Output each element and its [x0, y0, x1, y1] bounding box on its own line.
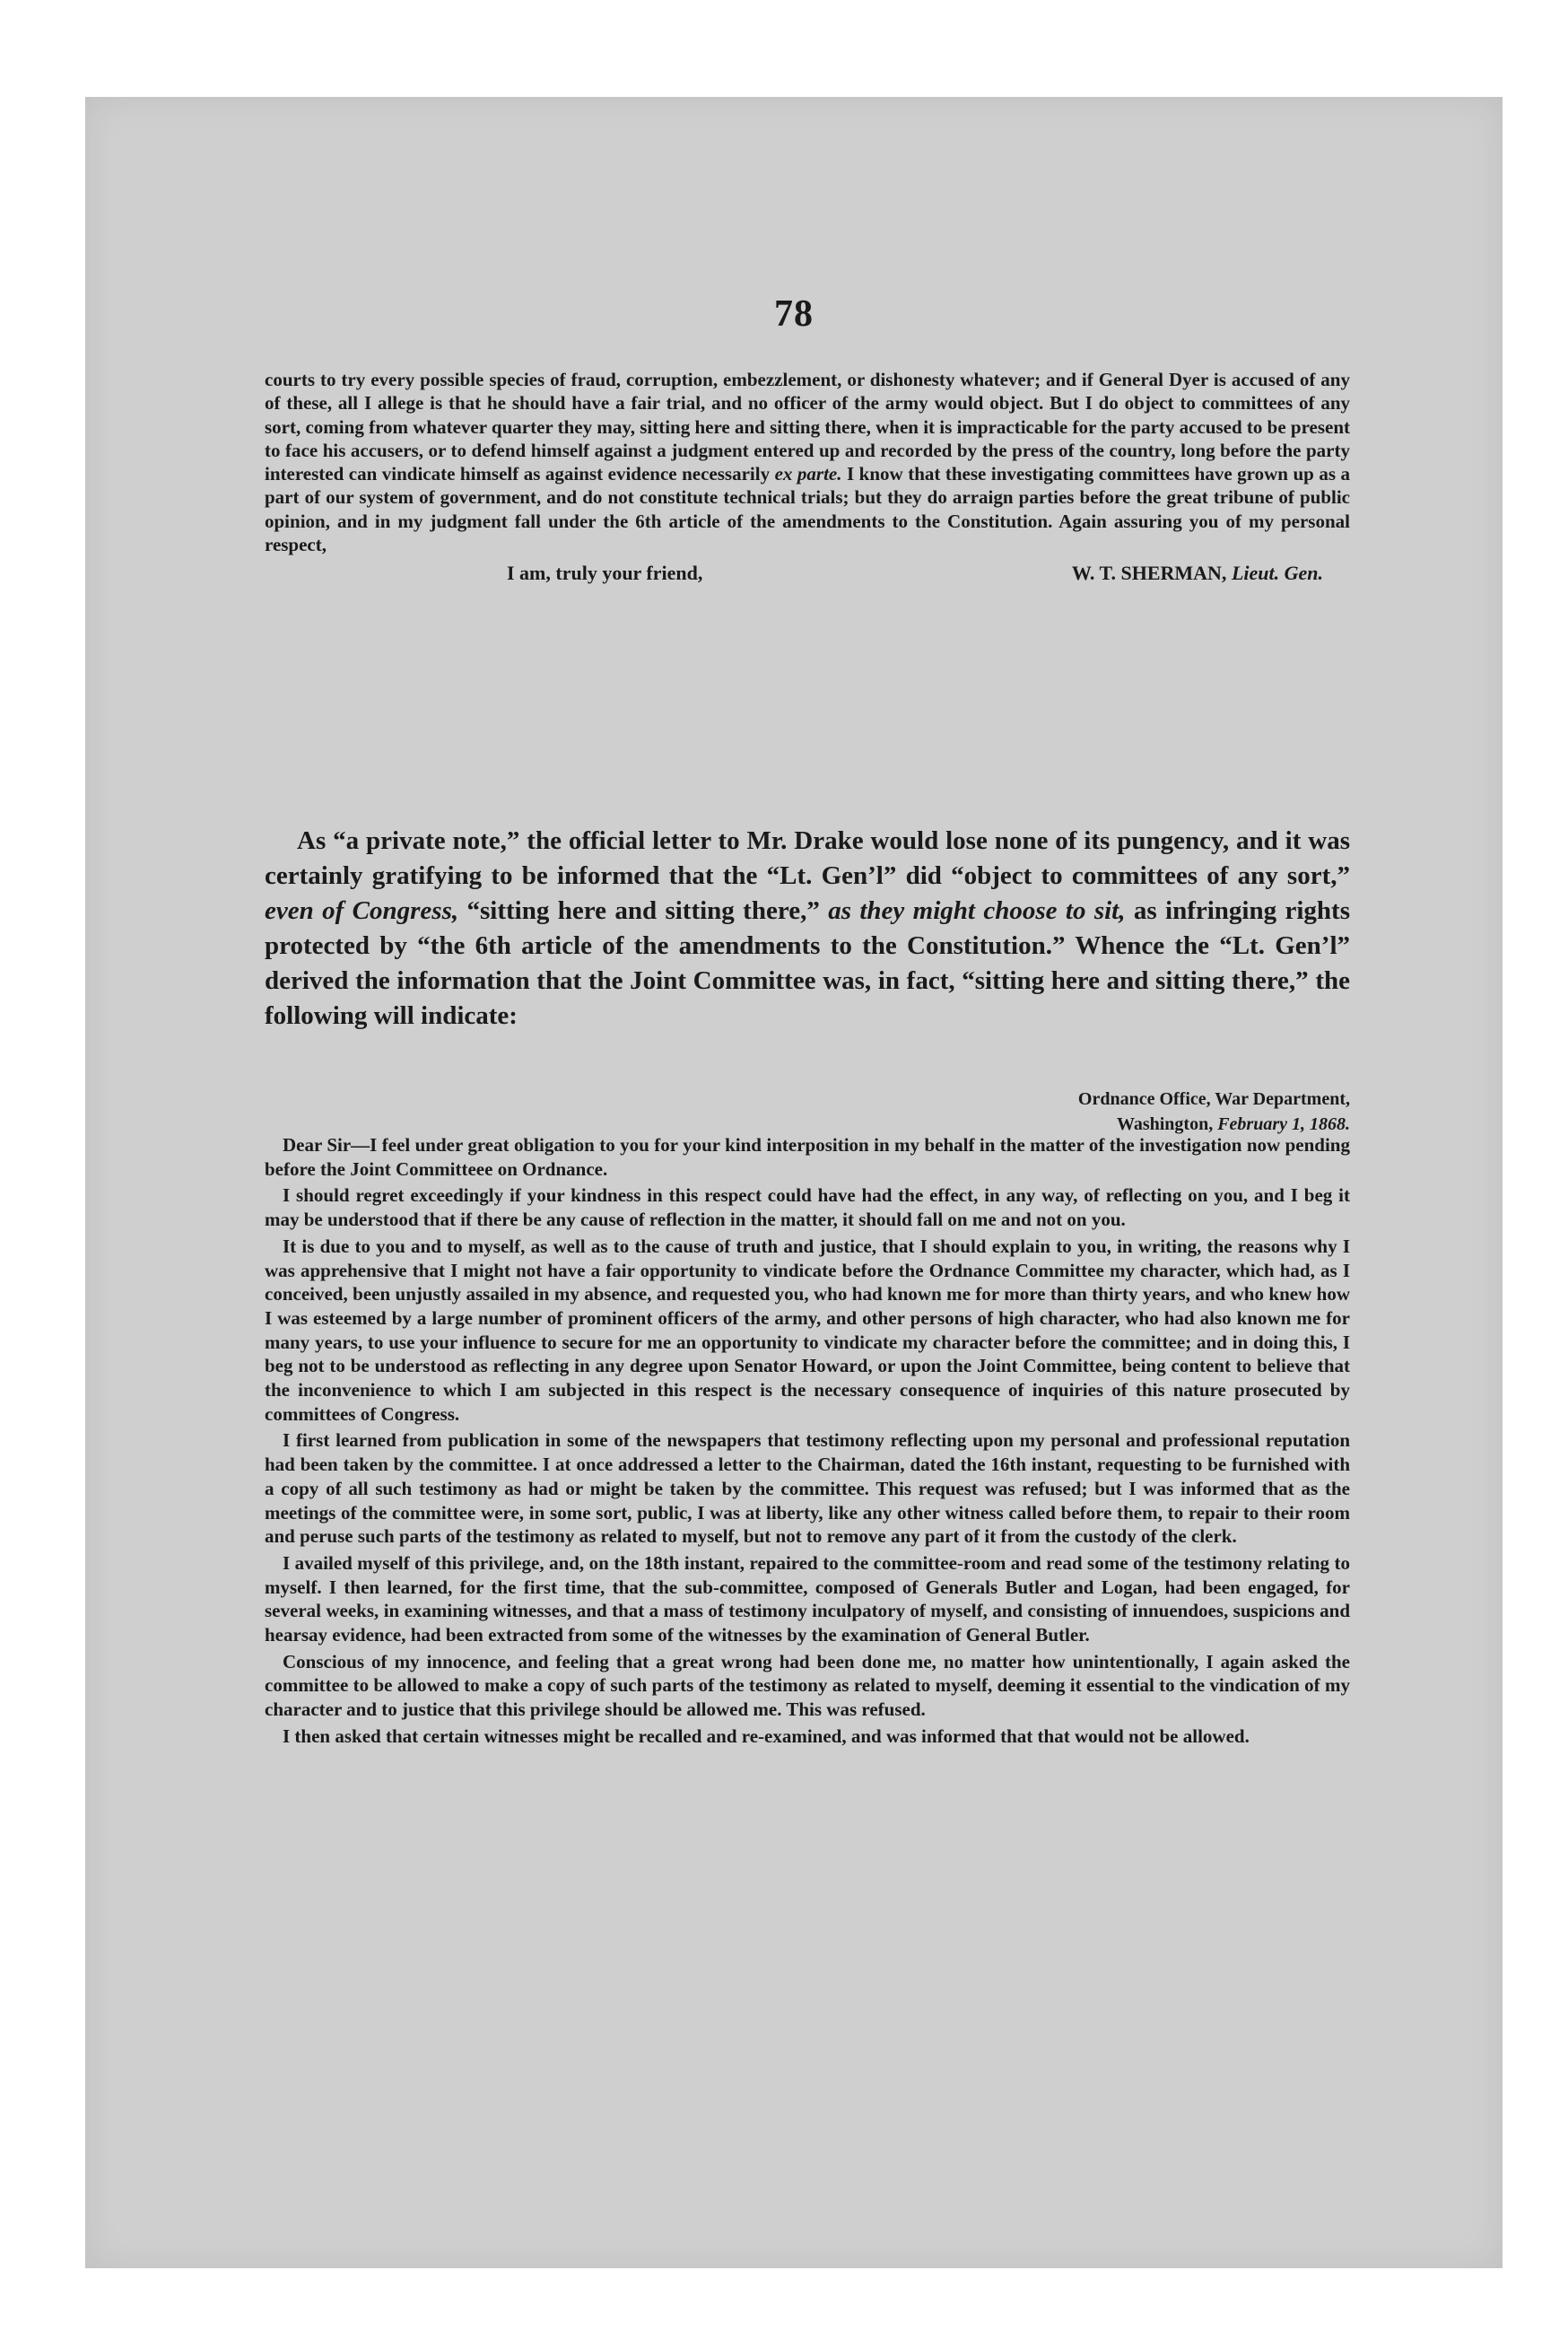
letter-paragraph: I availed myself of this privilege, and, on the 18th instant, repaired to the committee-room and read some of the testimony relating to myself. I then learned, for the first time, that the sub-committee, composed of Generals Butler and Logan, had been engaged, for several weeks, in examining witnesses, and that a mass of testimony inculpatory of myself, and consisting of innuendoes, suspicions and hearsay evidence, had been extracted from some of the witnesses by the examination of General Butler. — [265, 1551, 1350, 1646]
letter-closing: I am, truly your friend, — [507, 562, 703, 585]
letter-signature: W. T. SHERMAN, Lieut. Gen. — [1071, 562, 1323, 585]
letter-paragraph: It is due to you and to myself, as well as to the cause of truth and justice, that I should explain to you, in writing, the reasons why I was apprehensive that I might not have a fair opportunity to vindicate before the Ordnance Committee my character, which had, as I conceived, been unjustly assailed in my absence, and requested you, who had known me for more than thirty years, and who knew how I was esteemed by a large number of prominent officers of the army, and other persons of high character, who had also known me for many years, to use your influence to secure for me an opportunity to vindicate my character before the committee; and in doing this, I beg not to be understood as reflecting in any degree upon Senator Howard, or upon the Joint Committee, being content to believe that the inconvenience to which I am subjected in this respect is the necessary consequence of inquiries of this nature prosecuted by committees of Congress. — [265, 1235, 1350, 1425]
salutation: Dear Sir — [283, 1134, 352, 1156]
letter-paragraph: Dear Sir—I feel under great obligation to you for your kind interposition in my behalf in the matter of the investigation now pending before the Joint Committeee on Ordnance. — [265, 1134, 1350, 1180]
ex-parte-italic: ex parte. — [774, 463, 842, 485]
letter-paragraph: I should regret exceedingly if your kindness in this respect could have had the effect, in any way, of reflecting on you, and I beg it may be understood that if there be any cause of reflection in the matter, it should fall on me and not on you. — [265, 1184, 1350, 1231]
letter-dateline — [722, 1087, 1350, 1137]
letter-signoff — [265, 558, 1350, 590]
dateline-place-date: Washington, February 1, 1868. — [1116, 1114, 1350, 1134]
document-page — [85, 97, 1503, 2268]
commentary-paragraph: As “a private note,” the official letter to Mr. Drake would lose none of its pungency, and it was certainly gratifying to be informed that the “Lt. Gen’l” did “object to committees of any sort,” even of Congress, “sitting here and sitting there,” as they might choose to sit, as infringing rights protected by “the 6th article of the amendments to the Constitution.” Whence the “Lt. Gen’l” derived the information that the Joint Committee was, in fact, “sitting here and sitting there,” the following will indicate: — [265, 826, 1350, 1030]
sherman-letter-excerpt — [265, 368, 1350, 590]
letter-paragraph: courts to try every possible species of fraud, corruption, embezzlement, or dishonesty whatever; and if General Dyer is accused of any of these, all I allege is that he should have a fair trial, and no officer of the army would object. But I do object to committees of any sort, coming from whatever quarter they may, sitting here and sitting there, when it is impracticable for the party accused to be present to face his accusers, or to defend himself against a judgment entered up and recorded by the press of the country, long before the party interested can vindicate himself as against evidence necessarily ex parte. I know that these investigating committees have grown up as a part of our system of government, and do not constitute technical trials; but they do arraign parties before the great tribune of public opinion, and in my judgment fall under the 6th article of the amendments to the Constitution. Again assuring you of my personal respect, — [265, 369, 1350, 556]
dyer-letter — [265, 1133, 1350, 1751]
letter-paragraph: I first learned from publication in some of the newspapers that testimony reflecting upon my personal and professional reputation had been taken by the committee. I at once addressed a letter to the Chairman, dated the 16th instant, requesting to be furnished with a copy of all such testimony as had or might be taken by the committee. This request was refused; but I was informed that as the meetings of the committee were, in some sort, public, I was at liberty, like any other witness called before them, to repair to their room and peruse such parts of the testimony as related to myself, but not to remove any part of it from the custody of the clerk. — [265, 1429, 1350, 1548]
dateline-office: Ordnance Office, War Department, — [1077, 1089, 1350, 1109]
letter-paragraph: I then asked that certain witnesses might be recalled and re-examined, and was informed that that would not be allowed. — [283, 1724, 1250, 1747]
letter-paragraph: Conscious of my innocence, and feeling that a great wrong had been done me, no matter how unintentionally, I again asked the committee to be allowed to make a copy of such parts of the testimony as related to myself, deeming it essential to the vindication of my character and to justice that this privilege should be allowed me. This was refused. — [265, 1650, 1350, 1721]
page-number: 78 — [774, 293, 814, 335]
